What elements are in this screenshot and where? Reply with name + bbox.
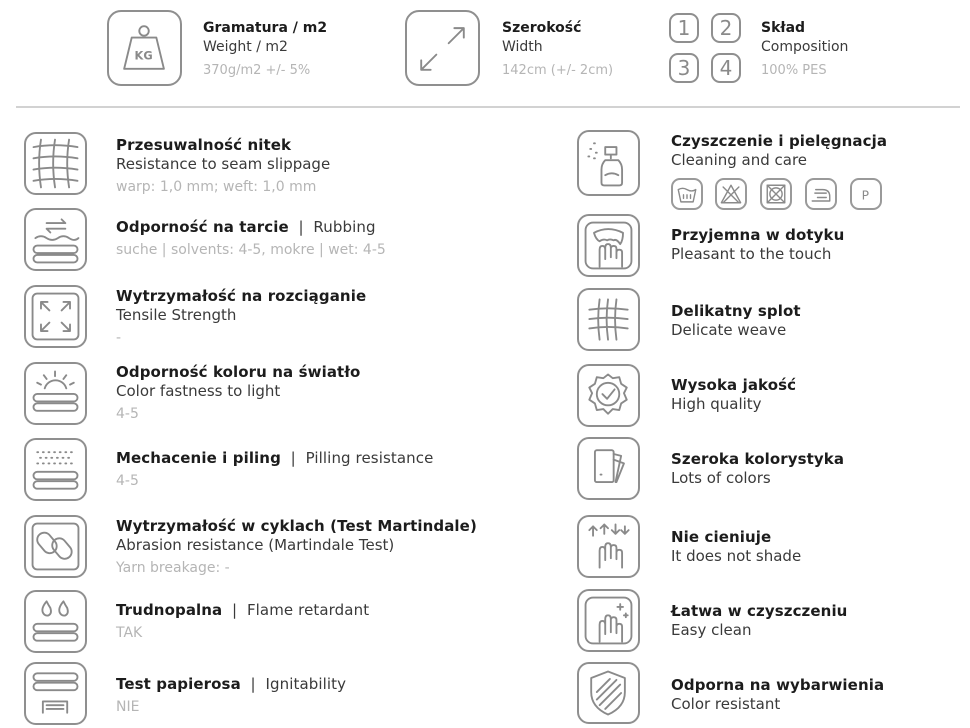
no-shade-subtitle: It does not shade (671, 547, 802, 565)
composition-number-1: 1 (669, 13, 699, 43)
sun-fabric-icon (24, 362, 87, 425)
pilling-value: 4-5 (116, 473, 139, 489)
quality-subtitle: High quality (671, 395, 762, 413)
easy-clean-subtitle: Easy clean (671, 621, 752, 639)
flame-value: TAK (116, 625, 143, 641)
rubbing-title: Odporność na tarcie | Rubbing (116, 218, 376, 236)
tensile-value: - (116, 330, 122, 346)
cleaning-subtitle: Cleaning and care (671, 151, 808, 169)
ignitability-value: NIE (116, 699, 140, 715)
grid-fabric-icon (24, 132, 87, 195)
composition-title: Skład (761, 20, 806, 36)
composition-number-3: 3 (669, 53, 699, 83)
weave-subtitle: Delicate weave (671, 321, 787, 339)
width-subtitle: Width (502, 39, 543, 55)
width-title: Szerokość (502, 20, 582, 36)
pleasant-title: Przyjemna w dotyku (671, 226, 845, 244)
colors-title: Szeroka kolorystyka (671, 450, 845, 468)
easy-clean-title: Łatwa w czyszczeniu (671, 602, 848, 620)
shield-icon (577, 662, 640, 724)
pilling-title: Mechacenie i piling | Pilling resistance (116, 449, 434, 467)
color-resistant-title: Odporna na wybarwienia (671, 676, 885, 694)
light-fastness-title: Odporność koloru na światło (116, 363, 361, 381)
cigarette-icon (24, 662, 87, 725)
svg-text:KG: KG (134, 48, 153, 63)
seam-slippage-value: warp: 1,0 mm; weft: 1,0 mm (116, 179, 317, 195)
martindale-title: Wytrzymałość w cyklach (Test Martindale) (116, 517, 477, 535)
quality-seal-icon (577, 364, 640, 427)
light-fastness-subtitle: Color fastness to light (116, 382, 281, 400)
seam-slippage-subtitle: Resistance to seam slippage (116, 155, 331, 173)
colors-subtitle: Lots of colors (671, 469, 771, 487)
color-resistant-subtitle: Color resistant (671, 695, 781, 713)
composition-number-2: 2 (711, 13, 741, 43)
flame-fabric-icon (24, 590, 87, 653)
weight-subtitle: Weight / m2 (203, 39, 288, 55)
iron-icon (805, 178, 837, 210)
hand-touch-icon (577, 214, 640, 277)
composition-subtitle: Composition (761, 39, 849, 55)
ignitability-title: Test papierosa | Ignitability (116, 675, 347, 693)
easy-clean-hand-icon (577, 589, 640, 652)
svg-text:P: P (861, 188, 870, 203)
rubbing-value: suche | solvents: 4-5, mokre | wet: 4-5 (116, 242, 386, 258)
weight-title: Gramatura / m2 (203, 20, 328, 36)
header-divider (16, 106, 960, 108)
flame-title: Trudnopalna | Flame retardant (116, 601, 370, 619)
chain-links-icon (24, 515, 87, 578)
pleasant-subtitle: Pleasant to the touch (671, 245, 832, 263)
martindale-subtitle: Abrasion resistance (Martindale Test) (116, 536, 395, 554)
quality-title: Wysoka jakość (671, 376, 797, 394)
no-tumble-dry-icon (760, 178, 792, 210)
cleaning-title: Czyszczenie i pielęgnacja (671, 132, 888, 150)
dry-clean-p-icon (850, 178, 882, 210)
spray-bottle-icon (577, 130, 640, 196)
light-fastness-value: 4-5 (116, 406, 139, 422)
no-shade-hand-icon (577, 515, 640, 578)
color-swatches-icon (577, 437, 640, 500)
stretch-icon (24, 285, 87, 348)
tensile-subtitle: Tensile Strength (116, 306, 237, 324)
weight-value: 370g/m2 +/- 5% (203, 63, 311, 78)
seam-slippage-title: Przesuwalność nitek (116, 136, 292, 154)
pilling-icon (24, 438, 87, 501)
composition-value: 100% PES (761, 63, 827, 78)
kg-weight-icon (107, 10, 182, 86)
tensile-title: Wytrzymałość na rozciąganie (116, 287, 367, 305)
wash-basin-icon (671, 178, 703, 210)
martindale-value: Yarn breakage: - (116, 560, 230, 576)
width-arrows-icon (405, 10, 480, 86)
weave-icon (577, 288, 640, 351)
width-value: 142cm (+/- 2cm) (502, 63, 614, 78)
composition-number-4: 4 (711, 53, 741, 83)
no-shade-title: Nie cieniuje (671, 528, 772, 546)
weave-title: Delikatny splot (671, 302, 801, 320)
no-bleach-icon (715, 178, 747, 210)
rubbing-icon (24, 208, 87, 271)
